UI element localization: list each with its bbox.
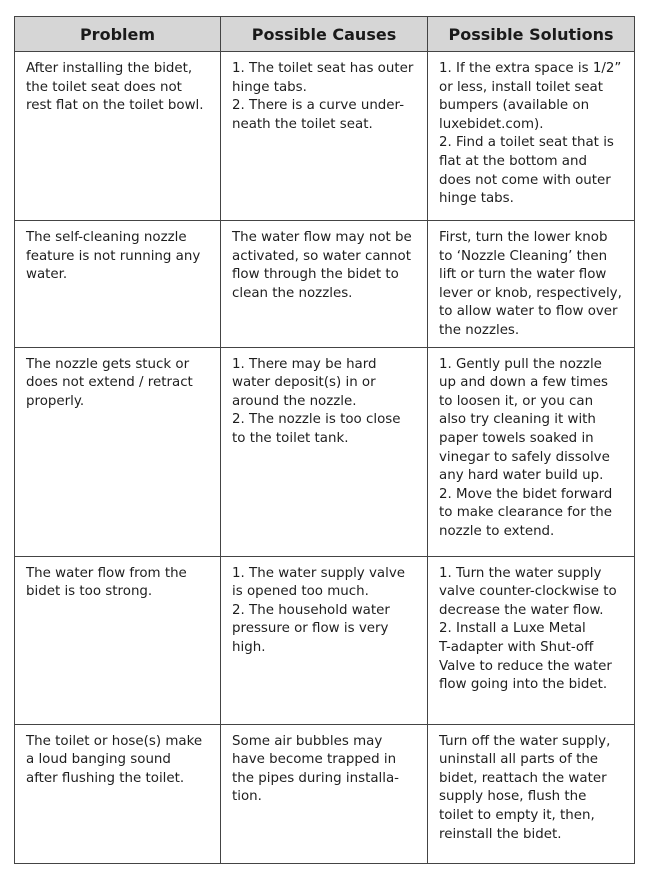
table-row [15, 221, 635, 348]
table-header [15, 17, 635, 52]
table-row [15, 724, 635, 863]
header-possible-solutions: Possible Solutions [428, 17, 635, 52]
header-problem: Problem [15, 17, 221, 52]
problem-cell: The toilet or hose(s) make a loud banging sound after flushing the toilet. [15, 724, 221, 863]
problem-cell: The self-cleaning nozzle feature is not running any water. [15, 221, 221, 348]
problem-cell: After installing the bidet, the toilet seat does not rest flat on the toilet bowl. [15, 52, 221, 221]
table-row [15, 52, 635, 221]
causes-cell: The water flow may not be activated, so water cannot flow through the bidet to clean the nozzles. [221, 221, 428, 348]
causes-cell: Some air bubbles may have become trapped in the pipes during installa- tion. [221, 724, 428, 863]
causes-cell: 1. There may be hard water deposit(s) in or around the nozzle. 2. The nozzle is too close to the toilet tank. [221, 347, 428, 556]
problem-cell: The water flow from the bidet is too strong. [15, 556, 221, 724]
causes-cell: 1. The water supply valve is opened too much. 2. The household water pressure or flow is very high. [221, 556, 428, 724]
table-row [15, 347, 635, 556]
table-body [15, 52, 635, 864]
table-row [15, 556, 635, 724]
solutions-cell: First, turn the lower knob to ‘Nozzle Cleaning’ then lift or turn the water flow lever or knob, respectively, to allow water to flow over the nozzles. [428, 221, 635, 348]
solutions-cell: Turn off the water supply, uninstall all parts of the bidet, reattach the water supply hose, flush the toilet to empty it, then, reinstall the bidet. [428, 724, 635, 863]
causes-cell: 1. The toilet seat has outer hinge tabs. 2. There is a curve under- neath the toilet seat. [221, 52, 428, 221]
problem-cell: The nozzle gets stuck or does not extend / retract properly. [15, 347, 221, 556]
solutions-cell: 1. Gently pull the nozzle up and down a few times to loosen it, or you can also try cleaning it with paper towels soaked in vinegar to safely dissolve any hard water build up. 2. Move the bidet forward to make clearance for the nozzle to extend. [428, 347, 635, 556]
troubleshooting-table [14, 16, 635, 864]
header-possible-causes: Possible Causes [221, 17, 428, 52]
solutions-cell: 1. Turn the water supply valve counter-clockwise to decrease the water flow. 2. Install a Luxe Metal T-adapter with Shut-off Valve to reduce the water flow going into the bidet. [428, 556, 635, 724]
header-row [15, 17, 635, 52]
solutions-cell: 1. If the extra space is 1/2” or less, install toilet seat bumpers (available on luxebidet.com). 2. Find a toilet seat that is flat at the bottom and does not come with outer hinge tabs. [428, 52, 635, 221]
